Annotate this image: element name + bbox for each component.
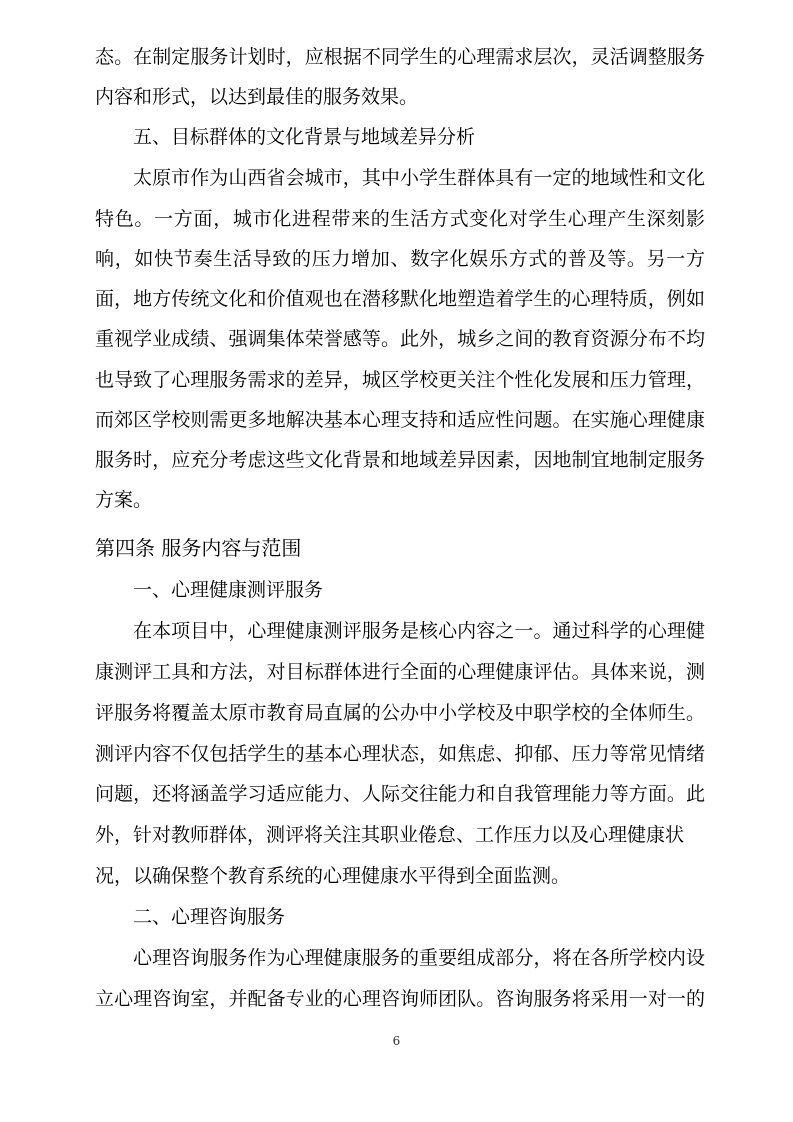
body-text-line: 在本项目中，心理健康测评服务是核心内容之一。通过科学的心理健 — [133, 620, 705, 642]
body-text-line: 问题，还将涵盖学习适应能力、人际交往能力和自我管理能力等方面。此 — [95, 783, 705, 805]
body-text-line: 响，如快节奏生活导致的压力增加、数字化娱乐方式的普及等。另一方 — [95, 248, 705, 270]
body-text-line: 立心理咨询室，并配备专业的心理咨询师团队。咨询服务将采用一对一的 — [95, 988, 705, 1010]
body-text-line: 心理咨询服务作为心理健康服务的重要组成部分，将在各所学校内设 — [133, 947, 705, 969]
body-text-line: 方案。 — [95, 489, 153, 511]
page-number: 6 — [392, 1034, 401, 1048]
body-text-line: 服务时，应充分考虑这些文化背景和地域差异因素，因地制宜地制定服务 — [95, 449, 705, 471]
body-text-line: 重视学业成绩、强调集体荣誉感等。此外，城乡之间的教育资源分布不均 — [95, 328, 705, 350]
body-text-line: 况，以确保整个教育系统的心理健康水平得到全面监测。 — [95, 865, 571, 887]
body-text-line: 内容和形式，以达到最佳的服务效果。 — [95, 86, 419, 108]
section-heading: 一、心理健康测评服务 — [133, 579, 324, 601]
section-heading: 二、心理咨询服务 — [133, 906, 286, 928]
body-text-line: 外，针对教师群体，测评将关注其职业倦怠、工作压力以及心理健康状 — [95, 824, 685, 846]
body-text-line: 评服务将覆盖太原市教育局直属的公办中小学校及中职学校的全体师生。 — [95, 702, 705, 724]
body-text-line: 而郊区学校则需更多地解决基本心理支持和适应性问题。在实施心理健康 — [95, 409, 705, 431]
section-heading: 五、目标群体的文化背景与地域差异分析 — [133, 126, 476, 148]
body-text-line: 测评内容不仅包括学生的基本心理状态，如焦虑、抑郁、压力等常见情绪 — [95, 743, 705, 765]
body-text-line: 态。在制定服务计划时，应根据不同学生的心理需求层次，灵活调整服务 — [95, 46, 705, 68]
body-text-line: 太原市作为山西省会城市，其中小学生群体具有一定的地域性和文化 — [133, 167, 705, 189]
body-text-line: 面，地方传统文化和价值观也在潜移默化地塑造着学生的心理特质，例如 — [95, 288, 705, 310]
article-heading: 第四条 服务内容与范围 — [95, 536, 302, 560]
body-text-line: 康测评工具和方法，对目标群体进行全面的心理健康评估。具体来说，测 — [95, 661, 705, 683]
body-text-line: 特色。一方面，城市化进程带来的生活方式变化对学生心理产生深刻影 — [95, 208, 705, 230]
body-text-line: 也导致了心理服务需求的差异，城区学校更关注个性化发展和压力管理， — [95, 369, 705, 391]
